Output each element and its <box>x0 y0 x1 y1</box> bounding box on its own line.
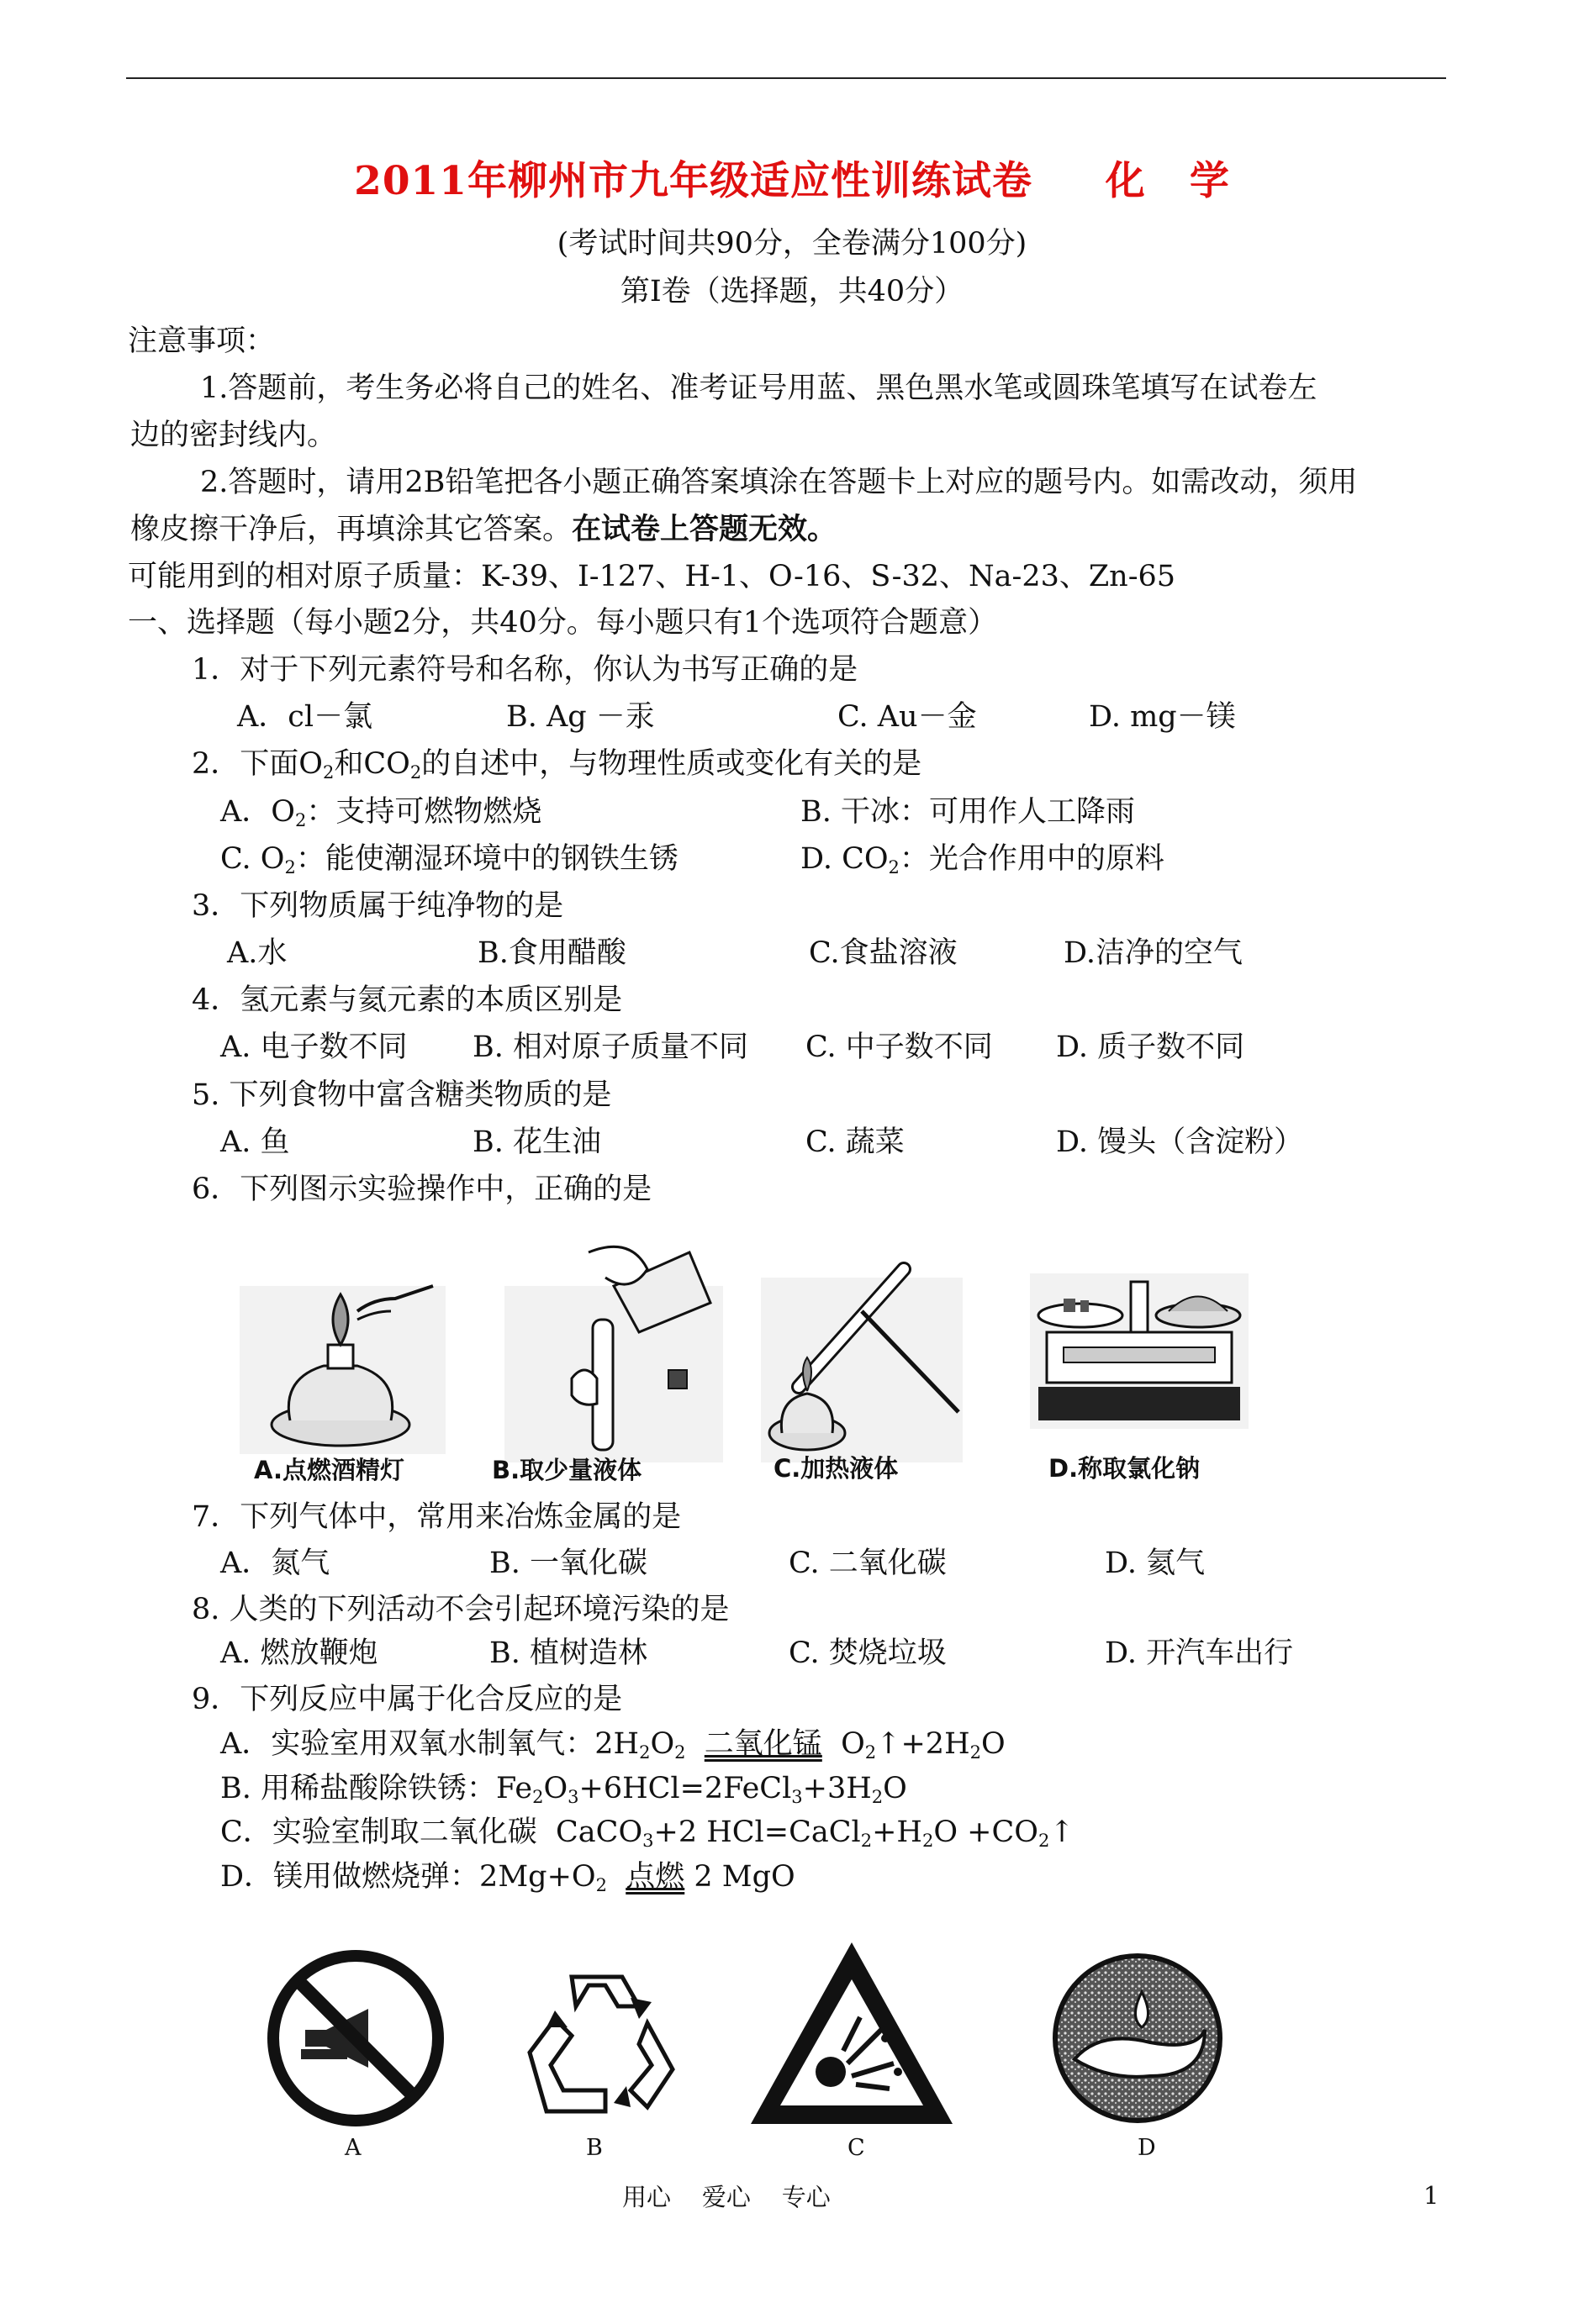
q4-option-d: D. 质子数不同 <box>1056 1030 1245 1064</box>
q2-stem: 2．下面$O_2$和$CO_2$的自述中，与物理性质或变化有关的是 <box>192 747 922 783</box>
sign-label-b: B <box>586 2135 603 2161</box>
fig-label-c: C.加热液体 <box>774 1454 899 1483</box>
q5-option-d: D. 馒头（含淀粉） <box>1056 1125 1304 1159</box>
q4-stem: 4．氢元素与氦元素的本质区别是 <box>192 983 623 1017</box>
recycle-sign <box>513 1952 681 2120</box>
q8-option-d: D. 开汽车出行 <box>1105 1636 1294 1670</box>
top-rule <box>126 77 1446 79</box>
exam-title: 2011年柳州市九年级适应性训练试卷 化 学 <box>354 158 1230 204</box>
q3-option-c: C.食盐溶液 <box>809 936 958 970</box>
q2-option-a: A．$O_2$：支持可燃物燃烧 <box>220 795 542 830</box>
heat-liquid-figure <box>761 1244 963 1462</box>
q7-option-a: A．氮气 <box>220 1547 330 1580</box>
balance-scale-figure <box>1030 1273 1249 1429</box>
q2-option-c: C. $O_2$：能使潮湿环境中的钢铁生锈 <box>220 842 678 877</box>
q2-option-b: B. 干冰：可用作人工降雨 <box>800 795 1135 829</box>
q7-option-b: B. 一氧化碳 <box>489 1547 647 1580</box>
ignite-condition: 点燃 <box>626 1860 685 1894</box>
q3-option-d: D.洁净的空气 <box>1064 936 1243 970</box>
q9-option-d: D．镁用做燃烧弹：$2Mg+O_2$ 点燃 2 MgO <box>220 1860 795 1895</box>
q1-option-b: B. Ag －汞 <box>506 700 655 734</box>
q5-option-a: A. 鱼 <box>220 1125 290 1159</box>
note-1-line-1: 1.答题前，考生务必将自己的姓名、准考证号用蓝、黑色黑水笔或圆珠笔填写在试卷左 <box>200 372 1317 405</box>
q5-stem: 5. 下列食物中富含糖类物质的是 <box>192 1078 612 1112</box>
fig-label-b: B.取少量液体 <box>492 1456 642 1484</box>
fig-label-d: D.称取氯化钠 <box>1048 1454 1201 1483</box>
q3-stem: 3．下列物质属于纯净物的是 <box>192 889 564 923</box>
footer-motto: 用心 爱心 专心 <box>622 2183 831 2211</box>
catalyst-condition: 二氧化锰 <box>704 1727 822 1761</box>
note-2-text: 橡皮擦干净后，再填涂其它答案。 <box>130 513 573 546</box>
q5-option-c: C. 蔬菜 <box>805 1125 905 1159</box>
fig-label-a: A.点燃酒精灯 <box>254 1456 404 1484</box>
q1-stem: 1．对于下列元素符号和名称，你认为书写正确的是 <box>192 653 858 687</box>
q8-option-a: A. 燃放鞭炮 <box>220 1636 378 1670</box>
note-2-line-2 <box>130 511 837 548</box>
no-horn-sign <box>267 1950 444 2126</box>
exam-time: (考试时间共90分，全卷满分100分) <box>557 227 1027 261</box>
q4-option-a: A. 电子数不同 <box>220 1030 408 1064</box>
q3-option-b: B.食用醋酸 <box>478 936 626 970</box>
sign-label-a: A <box>345 2135 362 2161</box>
q7-option-c: C. 二氧化碳 <box>789 1547 947 1580</box>
q8-option-c: C. 焚烧垃圾 <box>789 1636 947 1670</box>
q8-stem: 8. 人类的下列活动不会引起环境污染的是 <box>192 1593 730 1626</box>
q1-option-c: C. Au－金 <box>837 700 977 734</box>
note-2-line-1: 2.答题时，请用2B铅笔把各小题正确答案填涂在答题卡上对应的题号内。如需改动，须用 <box>200 466 1358 499</box>
q1-option-d: D. mg－镁 <box>1089 700 1236 734</box>
page-number: 1 <box>1423 2181 1439 2210</box>
q2-option-d: D. $CO_2$：光合作用中的原料 <box>800 842 1164 877</box>
note-1-line-2: 边的密封线内。 <box>130 419 337 452</box>
q9-option-a: A．实验室用双氧水制氧气：$2H_2O_2$ 二氧化锰 $O_2↑+2H_2O$ <box>220 1727 1006 1763</box>
pour-liquid-figure <box>504 1236 723 1462</box>
q9-option-c: C．实验室制取二氧化碳 CaCO$_3$+2 $HCl=CaCl_2+H_2O$ $+CO_2↑$ <box>220 1815 1074 1851</box>
q7-option-d: D. 氦气 <box>1105 1547 1206 1580</box>
q3-option-a: A.水 <box>227 936 288 970</box>
q9-stem: 9．下列反应中属于化合反应的是 <box>192 1683 623 1716</box>
sign-label-d: D <box>1138 2135 1156 2161</box>
q1-option-a: A．cl－氯 <box>237 700 373 734</box>
q7-stem: 7．下列气体中，常用来冶炼金属的是 <box>192 1500 682 1534</box>
section-1-heading: 一、选择题（每小题2分，共40分。每小题只有1个选项符合题意） <box>128 606 998 640</box>
note-2-warning: 在试卷上答题无效。 <box>572 512 837 546</box>
explosive-warning-sign <box>747 1937 957 2131</box>
q4-option-c: C. 中子数不同 <box>805 1030 993 1064</box>
q6-stem: 6．下列图示实验操作中，正确的是 <box>192 1173 652 1206</box>
water-saving-sign <box>1049 1950 1226 2126</box>
q5-option-b: B. 花生油 <box>473 1125 601 1159</box>
alcohol-lamp-lighting-figure <box>240 1261 446 1454</box>
notes-heading: 注意事项： <box>128 324 276 358</box>
atomic-mass-line: 可能用到的相对原子质量：K-39、I-127、H-1、O-16、S-32、Na-23、Zn-65 <box>128 560 1176 593</box>
q9-option-b: B. 用稀盐酸除铁锈：$Fe_2O_3+6HCl=2FeCl_3+3H_2O$ <box>220 1772 907 1807</box>
q4-option-b: B. 相对原子质量不同 <box>473 1030 748 1064</box>
q8-option-b: B. 植树造林 <box>489 1636 647 1670</box>
sign-label-c: C <box>847 2135 865 2161</box>
part-heading: 第Ⅰ卷（选择题，共40分） <box>620 275 964 308</box>
